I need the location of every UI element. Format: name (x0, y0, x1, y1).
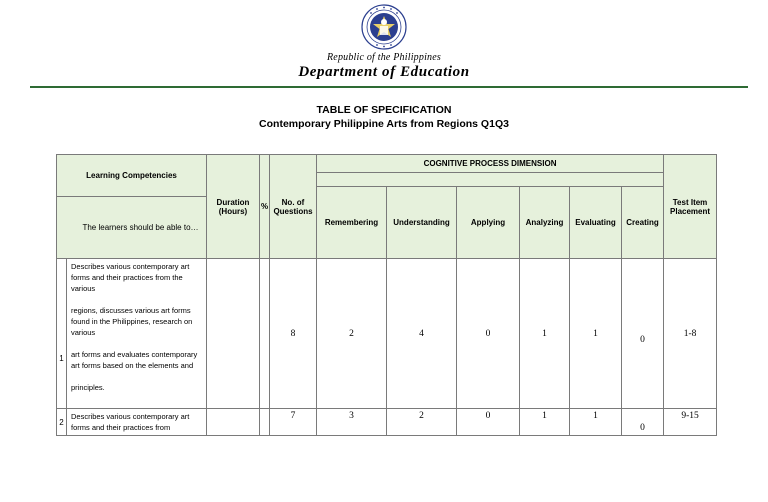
competency-cell (67, 409, 207, 436)
row-index: 1 (57, 259, 67, 409)
row-index: 2 (57, 409, 67, 436)
duration-cell (207, 259, 260, 409)
table-row (57, 409, 717, 436)
header-remembering: Remembering (317, 187, 387, 259)
table-row (57, 259, 717, 409)
header-divider (30, 86, 748, 88)
competency-cell (67, 259, 207, 409)
competency-line: regions, discusses various art forms found in the Philippines, research on various (71, 306, 193, 337)
header-cognitive-spacer (317, 173, 664, 187)
header-learners-note (57, 197, 207, 259)
header-creating: Creating (622, 187, 664, 259)
percent-cell (260, 259, 270, 409)
header-applying: Applying (457, 187, 520, 259)
applying-cell: 0 (457, 409, 520, 436)
republic-heading: Republic of the Philippines (327, 52, 441, 63)
header-cognitive-dimension: COGNITIVE PROCESS DIMENSION (317, 155, 664, 173)
competency-line: Describes various contemporary art forms and their practices from the various (71, 262, 190, 293)
applying-cell: 0 (457, 259, 520, 409)
header-percent: % (260, 155, 270, 259)
header-duration: Duration (Hours) (207, 155, 260, 259)
analyzing-cell: 1 (520, 259, 570, 409)
competency-line: Describes various contemporary art forms and their practices from (71, 412, 190, 432)
header-num-questions: No. of Questions (270, 155, 317, 259)
understanding-cell: 4 (387, 259, 457, 409)
duration-cell (207, 409, 260, 436)
creating-cell: 0 (622, 409, 664, 436)
department-heading: Department of Education (298, 64, 470, 80)
questions-cell: 7 (270, 409, 317, 436)
analyzing-cell: 1 (520, 409, 570, 436)
questions-cell: 8 (270, 259, 317, 409)
header-learning-competencies: Learning Competencies (57, 155, 207, 197)
header-analyzing: Analyzing (520, 187, 570, 259)
learners-note-text: The learners should be able to… (82, 223, 199, 232)
placement-cell: 9-15 (664, 409, 717, 436)
document-title: TABLE OF SPECIFICATION (316, 104, 452, 116)
creating-cell: 0 (622, 259, 664, 409)
percent-cell (260, 409, 270, 436)
header-placement: Test Item Placement (664, 155, 717, 259)
evaluating-cell: 1 (570, 259, 622, 409)
understanding-cell: 2 (387, 409, 457, 436)
document-subtitle: Contemporary Philippine Arts from Regions Q1Q3 (259, 118, 509, 130)
competency-line: principles. (71, 383, 105, 392)
competency-line: art forms and evaluates contemporary art forms based on the elements and (71, 350, 198, 370)
remembering-cell: 3 (317, 409, 387, 436)
placement-cell: 1-8 (664, 259, 717, 409)
remembering-cell: 2 (317, 259, 387, 409)
specification-table (56, 154, 717, 436)
header-evaluating: Evaluating (570, 187, 622, 259)
header-understanding: Understanding (387, 187, 457, 259)
evaluating-cell: 1 (570, 409, 622, 436)
deped-seal-logo (361, 4, 407, 50)
